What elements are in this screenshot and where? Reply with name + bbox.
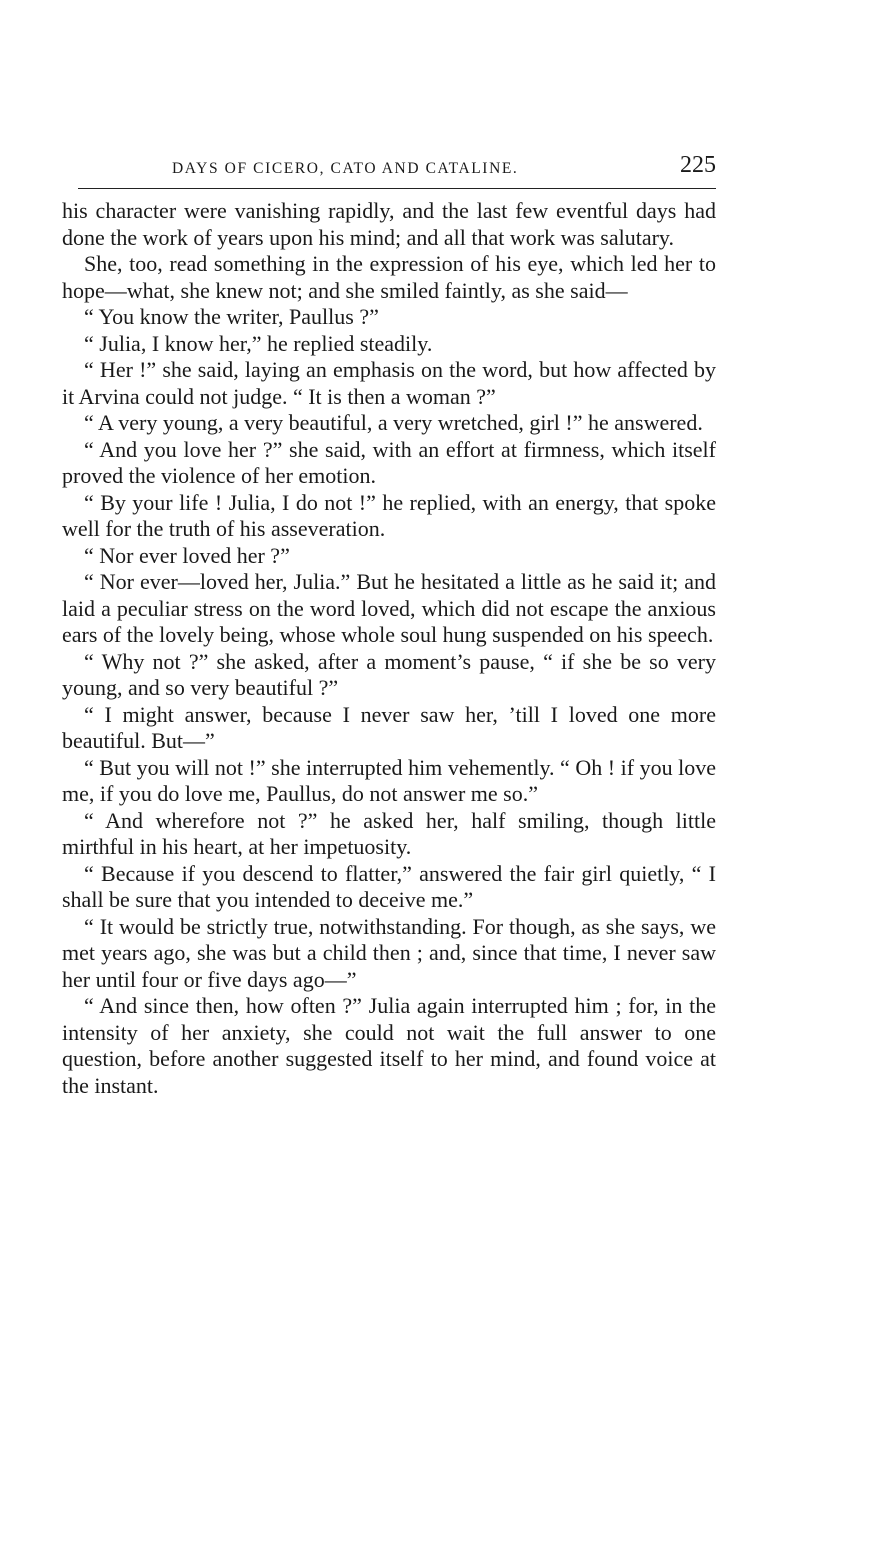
paragraph: “ But you will not !” she interrupted him vehemently. “ Oh ! if you love me, if you do love me, Paullus, do not answer me so.” (62, 754, 716, 806)
header-rule (78, 188, 716, 189)
paragraph: “ And you love her ?” she said, with an effort at firmness, which itself proved the violence of her emotion. (62, 436, 716, 488)
paragraph: “ And since then, how often ?” Julia again interrupted him ; for, in the intensity of her anxiety, she could not wait the full answer to one question, before another suggested itself to her mind, and found voice at the instant. (62, 993, 716, 1098)
paragraph: “ I might answer, because I never saw her, ’till I loved one more beautiful. But—” (62, 701, 716, 753)
paragraph: “ Why not ?” she asked, after a moment’s pause, “ if she be so very young, and so very beautiful ?” (62, 648, 716, 700)
paragraph: “ Nor ever—loved her, Julia.” But he hesitated a little as he said it; and laid a peculiar stress on the word loved, which did not escape the anxious ears of the lovely being, whose whole soul hung suspended on his speech. (62, 569, 716, 647)
book-page (62, 150, 716, 1098)
paragraph: She, too, read something in the expression of his eye, which led her to hope—what, she knew not; and she smiled faintly, as she said— (62, 251, 716, 303)
paragraph: “ A very young, a very beautiful, a very wretched, girl !” he answered. (84, 410, 703, 435)
paragraph: “ Nor ever loved her ?” (84, 542, 290, 568)
paragraph: “ Her !” she said, laying an emphasis on the word, but how affected by it Arvina could not judge. “ It is then a woman ?” (62, 357, 716, 409)
page-header (62, 150, 716, 184)
paragraph: “ You know the writer, Paullus ?” (84, 304, 379, 329)
page-number: 225 (680, 152, 716, 178)
paragraph: “ Julia, I know her,” he replied steadily. (84, 330, 433, 356)
paragraph: “ And wherefore not ?” he asked her, half smiling, though little mirthful in his heart, at her impetuosity. (62, 807, 716, 859)
paragraph: “ It would be strictly true, notwithstanding. For though, as she says, we met years ago, she was but a child then ; and, since that time, I never saw her until four or five days ago—” (62, 913, 716, 992)
body-text (62, 198, 716, 1099)
running-head: DAYS OF CICERO, CATO AND CATALINE. (172, 160, 519, 177)
paragraph: “ Because if you descend to flatter,” answered the fair girl quietly, “ I shall be sure that you intended to deceive me.” (62, 860, 716, 912)
paragraph: his character were vanishing rapidly, and the last few eventful days had done the work of years upon his mind; and all that work was salutary. (62, 198, 716, 250)
paragraph: “ By your life ! Julia, I do not !” he replied, with an energy, that spoke well for the truth of his asseveration. (62, 489, 716, 541)
